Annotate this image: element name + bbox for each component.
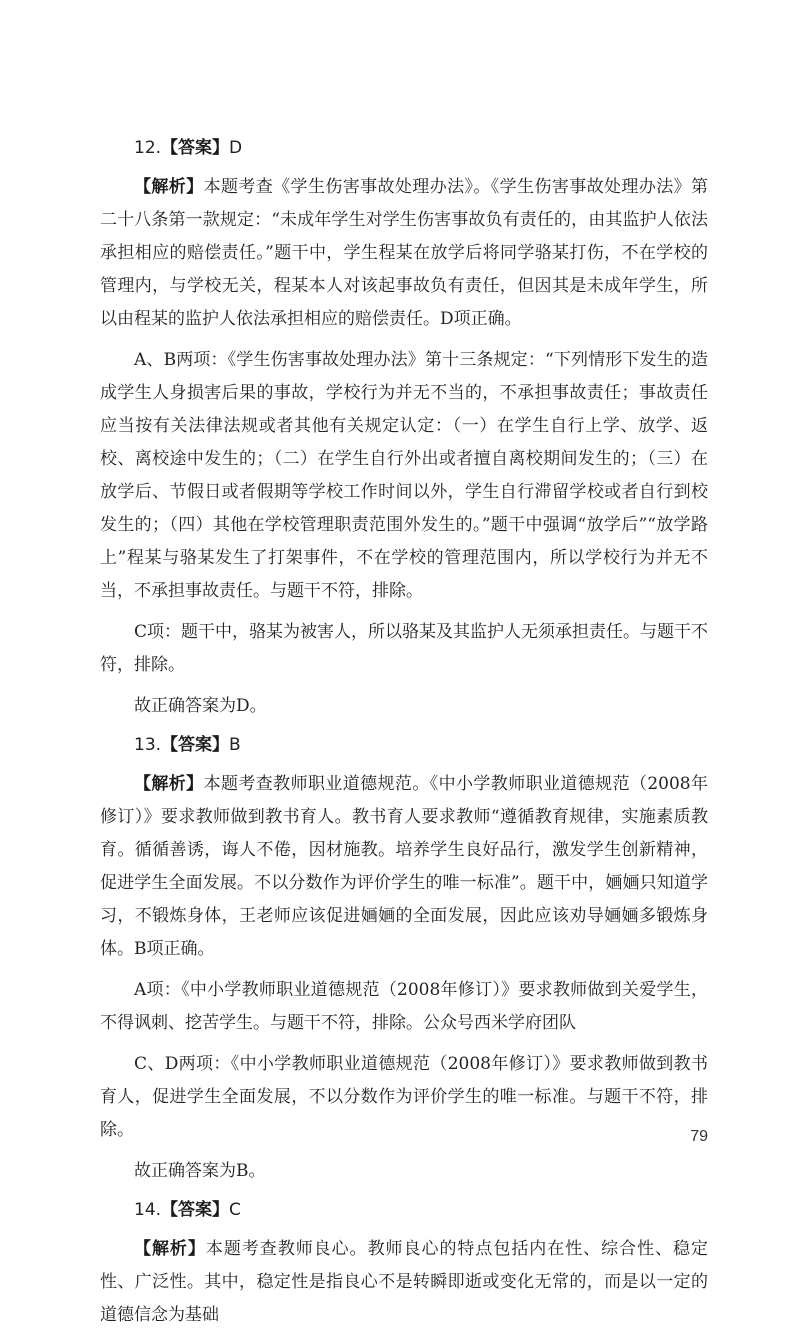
q13-analysis-text: 本题考查教师职业道德规范。《中小学教师职业道德规范（2008年修订）》要求教师做到教书育人。教书育人要求教师“遵循教育规律，实施素质教育。循循善诱，诲人不倦，因材施教。培养学生良好品行，激发学生创新精神，促进学生全面发展。不以分数作为评价学生的唯一标准”。题干中，婳婳只知道学习，不锻炼身体，王老师应该促进婳婳的全面发展，因此应该劝导婳婳多锻炼身体。B项正确。 [100, 774, 709, 959]
q12-option-c: C项：题干中，骆某为被害人，所以骆某及其监护人无须承担责任。与题干不符，排除。 [100, 622, 709, 675]
q14-number: 14. [134, 1200, 162, 1220]
q13-analysis [100, 768, 708, 966]
q14-analysis-text: 本题考查教师良心。教师良心的特点包括内在性、综合性、稳定性、广泛性。其中，稳定性是指良心不是转瞬即逝或变化无常的，而是以一定的道德信念为基础 [100, 1239, 709, 1325]
q12-answer-line [100, 132, 708, 165]
q13-option-a: A项：《中小学教师职业道德规范（2008年修订）》要求教师做到关爱学生，不得讽刺、挖苦学生。与题干不符，排除。公众号西米学府团队 [100, 980, 708, 1033]
q14-answer-line [100, 1194, 708, 1227]
page-number: 79 [690, 1128, 708, 1145]
q12-analysis-text: 本题考查《学生伤害事故处理办法》。《学生伤害事故处理办法》第二十八条第一款规定：“未成年学生对学生伤害事故负有责任的，由其监护人依法承担相应的赔偿责任。”题干中，学生程某在放学后将同学骆某打伤，不在学校的管理内，与学校无关，程某本人对该起事故负有责任，但因其是未成年学生，所以由程某的监护人依法承担相应的赔偿责任。D项正确。 [100, 177, 709, 329]
q13-conclusion: 故正确答案为B。 [134, 1161, 266, 1181]
page-content [100, 132, 708, 1340]
q13-answer-value: B [229, 735, 241, 755]
q14-answer-value: C [229, 1200, 241, 1220]
q14-analysis-tag: 【解析】 [134, 1239, 206, 1259]
q13-number: 13. [134, 735, 162, 755]
q12-analysis-tag: 【解析】 [134, 177, 204, 197]
q12-answer-tag: 【答案】 [161, 138, 230, 158]
q13-answer-line [100, 729, 708, 762]
q12-answer-value: D [229, 138, 243, 158]
q13-answer-tag: 【答案】 [161, 735, 230, 755]
q12-analysis [100, 171, 708, 336]
q12-conclusion: 故正确答案为D。 [134, 696, 267, 716]
q12-number: 12. [134, 138, 162, 158]
q14-analysis [100, 1233, 708, 1332]
q13-option-cd: C、D两项：《中小学教师职业道德规范（2008年修订）》要求教师做到教书育人，促进学生全面发展，不以分数作为评价学生的唯一标准。与题干不符，排除。 [100, 1054, 708, 1140]
q12-option-ab: A、B两项：《学生伤害事故处理办法》第十三条规定：“下列情形下发生的造成学生人身损害后果的事故，学校行为并无不当的，不承担事故责任；事故责任应当按有关法律法规或者其他有关规定认定：（一）在学生自行上学、放学、返校、离校途中发生的；（二）在学生自行外出或者擅自离校期间发生的；（三）在放学后、节假日或者假期等学校工作时间以外，学生自行滞留学校或者自行到校发生的；（四）其他在学校管理职责范围外发生的。”题干中强调“放学后”“放学路上”程某与骆某发生了打架事件，不在学校的管理范围内，所以学校行为并无不当，不承担事故责任。与题干不符，排除。 [100, 350, 708, 601]
q14-answer-tag: 【答案】 [161, 1200, 230, 1220]
q13-analysis-tag: 【解析】 [134, 774, 204, 794]
